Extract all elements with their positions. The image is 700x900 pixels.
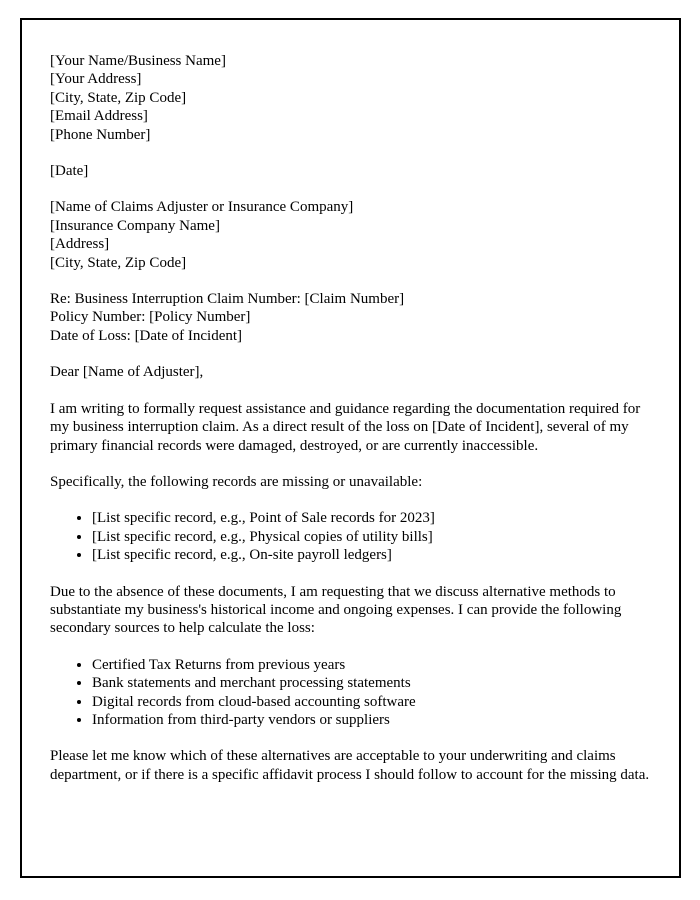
reference-block: [50, 290, 651, 345]
date-block: [50, 162, 651, 180]
sender-address-line: [Your Address]: [50, 71, 142, 88]
paragraph-closing: Please let me know which of these alternatives are acceptable to your underwriting and claims department, or if there is a specific affidavit process I should follow to account for the missing data.: [50, 748, 650, 783]
recipient-adjuster-line: [Name of Claims Adjuster or Insurance Company]: [50, 199, 354, 216]
date-of-loss-line: Date of Loss: [Date of Incident]: [50, 327, 243, 344]
salutation: Dear [Name of Adjuster],: [50, 364, 204, 381]
paragraph-alternatives: Due to the absence of these documents, I am requesting that we discuss alternative methods to substantiate my business's historical income and ongoing expenses. I can provide the following secondary sources to help calculate the loss:: [50, 583, 622, 637]
sender-city-line: [City, State, Zip Code]: [50, 89, 187, 106]
missing-record-item: • [List specific record, e.g., Physical copies of utility bills]: [92, 528, 651, 546]
sender-address-block: [50, 52, 651, 144]
claim-number-line: Re: Business Interruption Claim Number: [Claim Number]: [50, 291, 405, 308]
recipient-address-block: [50, 198, 651, 272]
sender-name-line: [Your Name/Business Name]: [50, 53, 226, 69]
missing-record-item: • [List specific record, e.g., On-site payroll ledgers]: [92, 546, 651, 564]
recipient-company-line: [Insurance Company Name]: [50, 217, 220, 234]
letter-document: [20, 18, 681, 878]
secondary-source-item: • Certified Tax Returns from previous years: [92, 656, 651, 674]
recipient-city-line: [City, State, Zip Code]: [50, 254, 187, 271]
sender-email-line: [Email Address]: [50, 108, 148, 125]
missing-records-list: [50, 509, 651, 564]
paragraph-request: I am writing to formally request assistance and guidance regarding the documentation required for my business interruption claim. As a direct result of the loss on [Date of Incident], several of my primary financial records were damaged, destroyed, or are currently inaccessible.: [50, 400, 641, 454]
policy-number-line: Policy Number: [Policy Number]: [50, 309, 251, 326]
date-line: [Date]: [50, 163, 89, 180]
missing-record-item: • [List specific record, e.g., Point of Sale records for 2023]: [92, 509, 651, 527]
secondary-source-item: • Information from third-party vendors or suppliers: [92, 711, 651, 729]
secondary-sources-list: [50, 656, 651, 730]
sender-phone-line: [Phone Number]: [50, 126, 151, 143]
recipient-address-line: [Address]: [50, 236, 110, 253]
secondary-source-item: • Digital records from cloud-based accounting software: [92, 693, 651, 711]
secondary-source-item: • Bank statements and merchant processing statements: [92, 674, 651, 692]
paragraph-missing-intro: Specifically, the following records are missing or unavailable:: [50, 473, 423, 490]
